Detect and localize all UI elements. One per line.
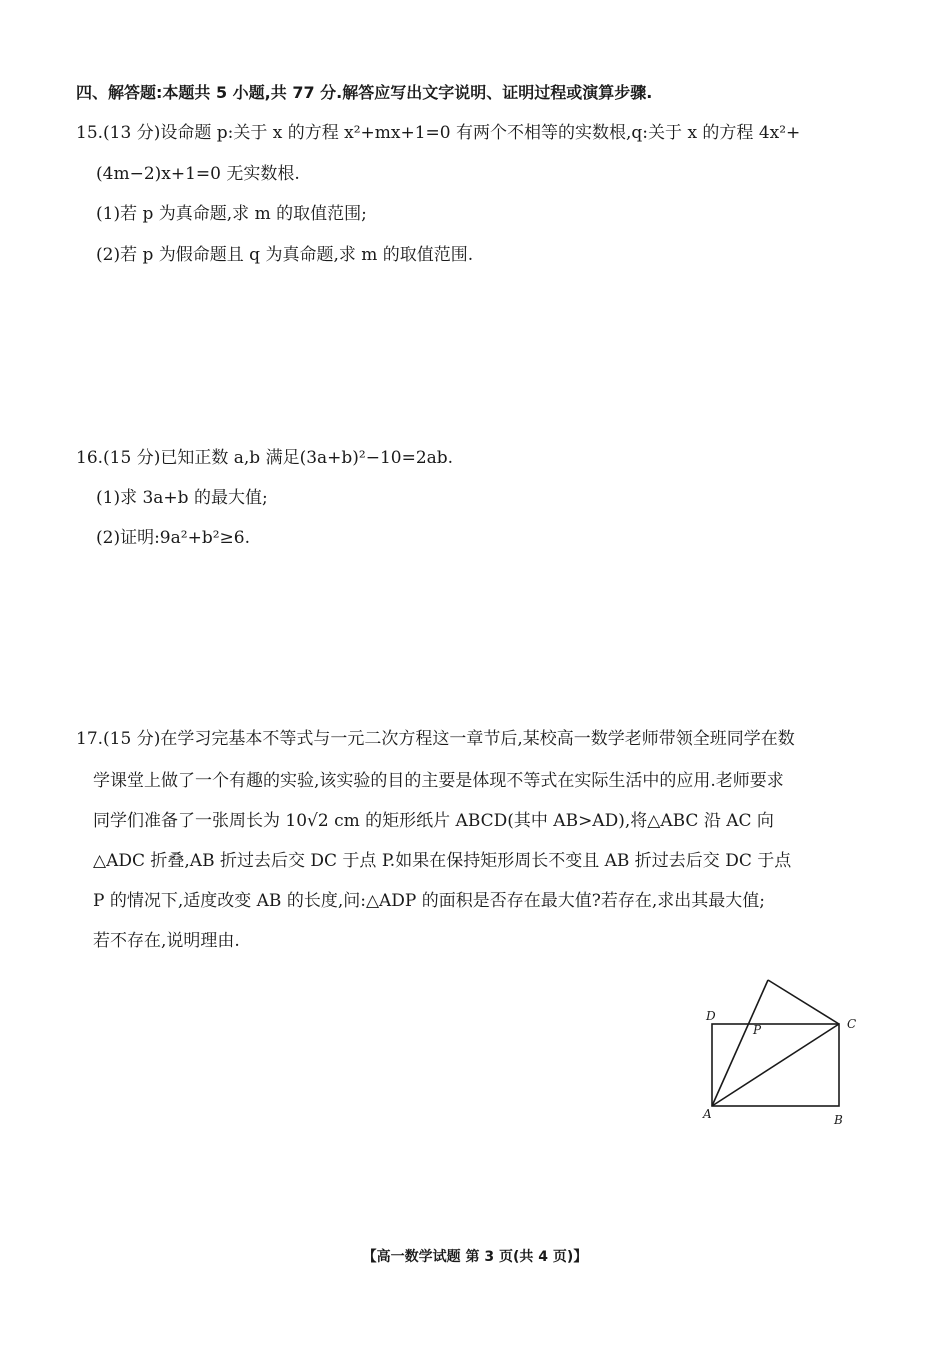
label-b: B	[834, 1113, 843, 1127]
q16-part2: (2)证明:9a²+b²≥6.	[96, 528, 250, 548]
folded-edge-bc	[768, 980, 839, 1024]
q17-line2: 学课堂上做了一个有趣的实验,该实验的目的主要是体现不等式在实际生活中的应用.老师要求	[93, 771, 784, 791]
q15-part2: (2)若 p 为假命题且 q 为真命题,求 m 的取值范围.	[96, 245, 474, 265]
q15-part1: (1)若 p 为真命题,求 m 的取值范围;	[96, 204, 367, 224]
q16-line1: 16.(15 分)已知正数 a,b 满足(3a+b)²−10=2ab.	[76, 448, 454, 468]
section-heading: 四、解答题:本题共 5 小题,共 77 分.解答应写出文字说明、证明过程或演算步骤.	[76, 83, 653, 102]
q17-line3: 同学们准备了一张周长为 10√2 cm 的矩形纸片 ABCD(其中 AB>AD),将△ABC 沿 AC 向	[93, 811, 774, 831]
q17-line1: 17.(15 分)在学习完基本不等式与一元二次方程这一章节后,某校高一数学老师带领全班同学在数	[76, 729, 795, 749]
q15-line1: 15.(13 分)设命题 p:关于 x 的方程 x²+mx+1=0 有两个不相等的实数根,q:关于 x 的方程 4x²+	[76, 123, 801, 143]
q16-part1: (1)求 3a+b 的最大值;	[96, 488, 268, 508]
label-p: P	[753, 1023, 762, 1037]
label-a: A	[703, 1107, 712, 1121]
folded-rectangle-figure	[690, 970, 880, 1130]
q17-line6: 若不存在,说明理由.	[93, 931, 240, 951]
q17-line4: △ADC 折叠,AB 折过去后交 DC 于点 P.如果在保持矩形周长不变且 AB 折过去后交 DC 于点	[93, 851, 792, 871]
label-d: D	[706, 1009, 716, 1023]
label-c: C	[847, 1017, 857, 1031]
q15-line2: (4m−2)x+1=0 无实数根.	[96, 164, 300, 184]
page-footer: 【高一数学试题 第 3 页(共 4 页)】	[362, 1249, 588, 1265]
q17-line5: P 的情况下,适度改变 AB 的长度,问:△ADP 的面积是否存在最大值?若存在,求出其最大值;	[93, 891, 766, 911]
